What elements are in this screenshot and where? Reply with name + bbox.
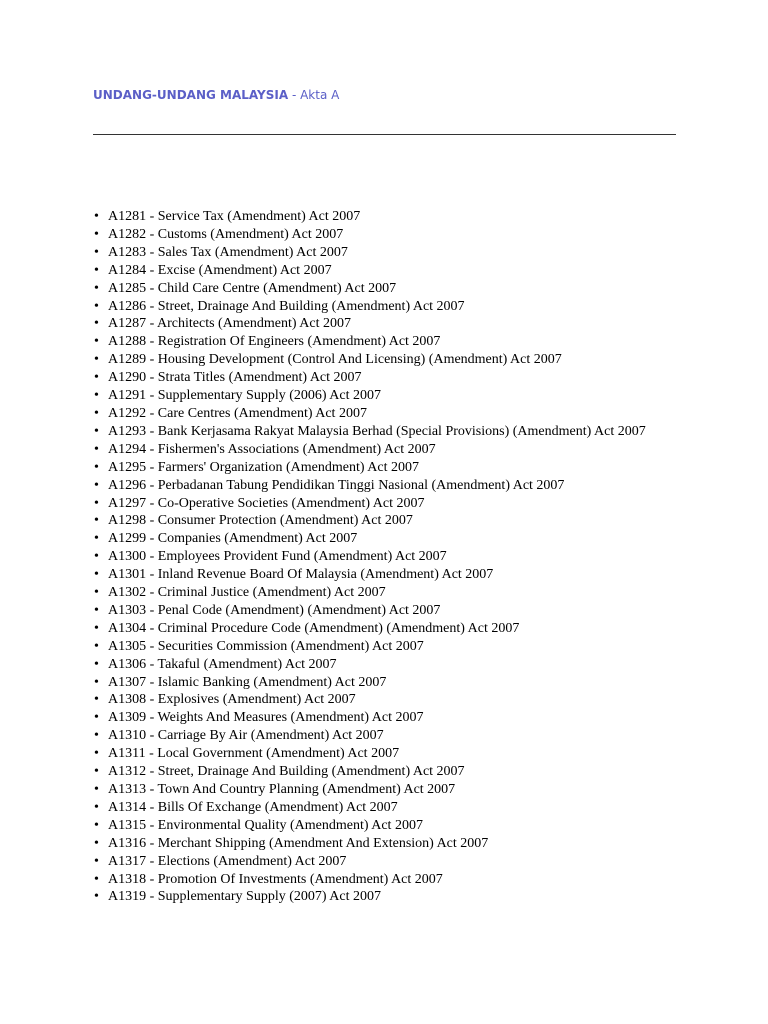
- act-list-item: • A1295 - Farmers' Organization (Amendment) Act 2007: [93, 459, 683, 477]
- act-list-item: • A1284 - Excise (Amendment) Act 2007: [93, 262, 683, 280]
- act-list-item: • A1297 - Co-Operative Societies (Amendment) Act 2007: [93, 495, 683, 513]
- act-list-item: • A1292 - Care Centres (Amendment) Act 2007: [93, 405, 683, 423]
- act-list-item: • A1288 - Registration Of Engineers (Amendment) Act 2007: [93, 333, 683, 351]
- header-separator: -: [288, 88, 301, 102]
- act-list-item: • A1296 - Perbadanan Tabung Pendidikan Tinggi Nasional (Amendment) Act 2007: [93, 477, 683, 495]
- acts-list: [93, 208, 683, 906]
- act-list-item: • A1291 - Supplementary Supply (2006) Act 2007: [93, 387, 683, 405]
- act-list-item: • A1312 - Street, Drainage And Building (Amendment) Act 2007: [93, 763, 683, 781]
- act-list-item: • A1310 - Carriage By Air (Amendment) Act 2007: [93, 727, 683, 745]
- act-list-item: • A1308 - Explosives (Amendment) Act 2007: [93, 691, 683, 709]
- act-list-item: • A1283 - Sales Tax (Amendment) Act 2007: [93, 244, 683, 262]
- act-list-item: • A1282 - Customs (Amendment) Act 2007: [93, 226, 683, 244]
- act-list-item: • A1311 - Local Government (Amendment) Act 2007: [93, 745, 683, 763]
- act-list-item: • A1302 - Criminal Justice (Amendment) Act 2007: [93, 584, 683, 602]
- act-list-item: • A1307 - Islamic Banking (Amendment) Act 2007: [93, 674, 683, 692]
- act-list-item: • A1285 - Child Care Centre (Amendment) Act 2007: [93, 280, 683, 298]
- header-subtitle: Akta A: [300, 88, 340, 102]
- act-list-item: • A1299 - Companies (Amendment) Act 2007: [93, 530, 683, 548]
- act-list-item: • A1309 - Weights And Measures (Amendment) Act 2007: [93, 709, 683, 727]
- act-list-item: • A1287 - Architects (Amendment) Act 2007: [93, 315, 683, 333]
- act-list-item: • A1306 - Takaful (Amendment) Act 2007: [93, 656, 683, 674]
- act-list-item: • A1315 - Environmental Quality (Amendment) Act 2007: [93, 817, 683, 835]
- act-list-item: • A1304 - Criminal Procedure Code (Amendment) (Amendment) Act 2007: [93, 620, 683, 638]
- act-list-item: • A1319 - Supplementary Supply (2007) Act 2007: [93, 888, 683, 906]
- act-list-item: • A1281 - Service Tax (Amendment) Act 2007: [93, 208, 683, 226]
- header-title: UNDANG-UNDANG MALAYSIA: [93, 88, 289, 102]
- act-list-item: • A1313 - Town And Country Planning (Amendment) Act 2007: [93, 781, 683, 799]
- header-divider: [93, 134, 676, 135]
- act-list-item: • A1293 - Bank Kerjasama Rakyat Malaysia Berhad (Special Provisions) (Amendment) Act 2007: [93, 423, 683, 441]
- act-list-item: • A1290 - Strata Titles (Amendment) Act 2007: [93, 369, 683, 387]
- act-list-item: • A1317 - Elections (Amendment) Act 2007: [93, 853, 683, 871]
- act-list-item: • A1305 - Securities Commission (Amendment) Act 2007: [93, 638, 683, 656]
- act-list-item: • A1289 - Housing Development (Control And Licensing) (Amendment) Act 2007: [93, 351, 683, 369]
- act-list-item: • A1301 - Inland Revenue Board Of Malaysia (Amendment) Act 2007: [93, 566, 683, 584]
- act-list-item: • A1298 - Consumer Protection (Amendment) Act 2007: [93, 512, 683, 530]
- act-list-item: • A1286 - Street, Drainage And Building (Amendment) Act 2007: [93, 298, 683, 316]
- page-header: [93, 87, 339, 103]
- act-list-item: • A1318 - Promotion Of Investments (Amendment) Act 2007: [93, 871, 683, 889]
- act-list-item: • A1303 - Penal Code (Amendment) (Amendment) Act 2007: [93, 602, 683, 620]
- act-list-item: • A1316 - Merchant Shipping (Amendment And Extension) Act 2007: [93, 835, 683, 853]
- act-list-item: • A1294 - Fishermen's Associations (Amendment) Act 2007: [93, 441, 683, 459]
- act-list-item: • A1300 - Employees Provident Fund (Amendment) Act 2007: [93, 548, 683, 566]
- act-list-item: • A1314 - Bills Of Exchange (Amendment) Act 2007: [93, 799, 683, 817]
